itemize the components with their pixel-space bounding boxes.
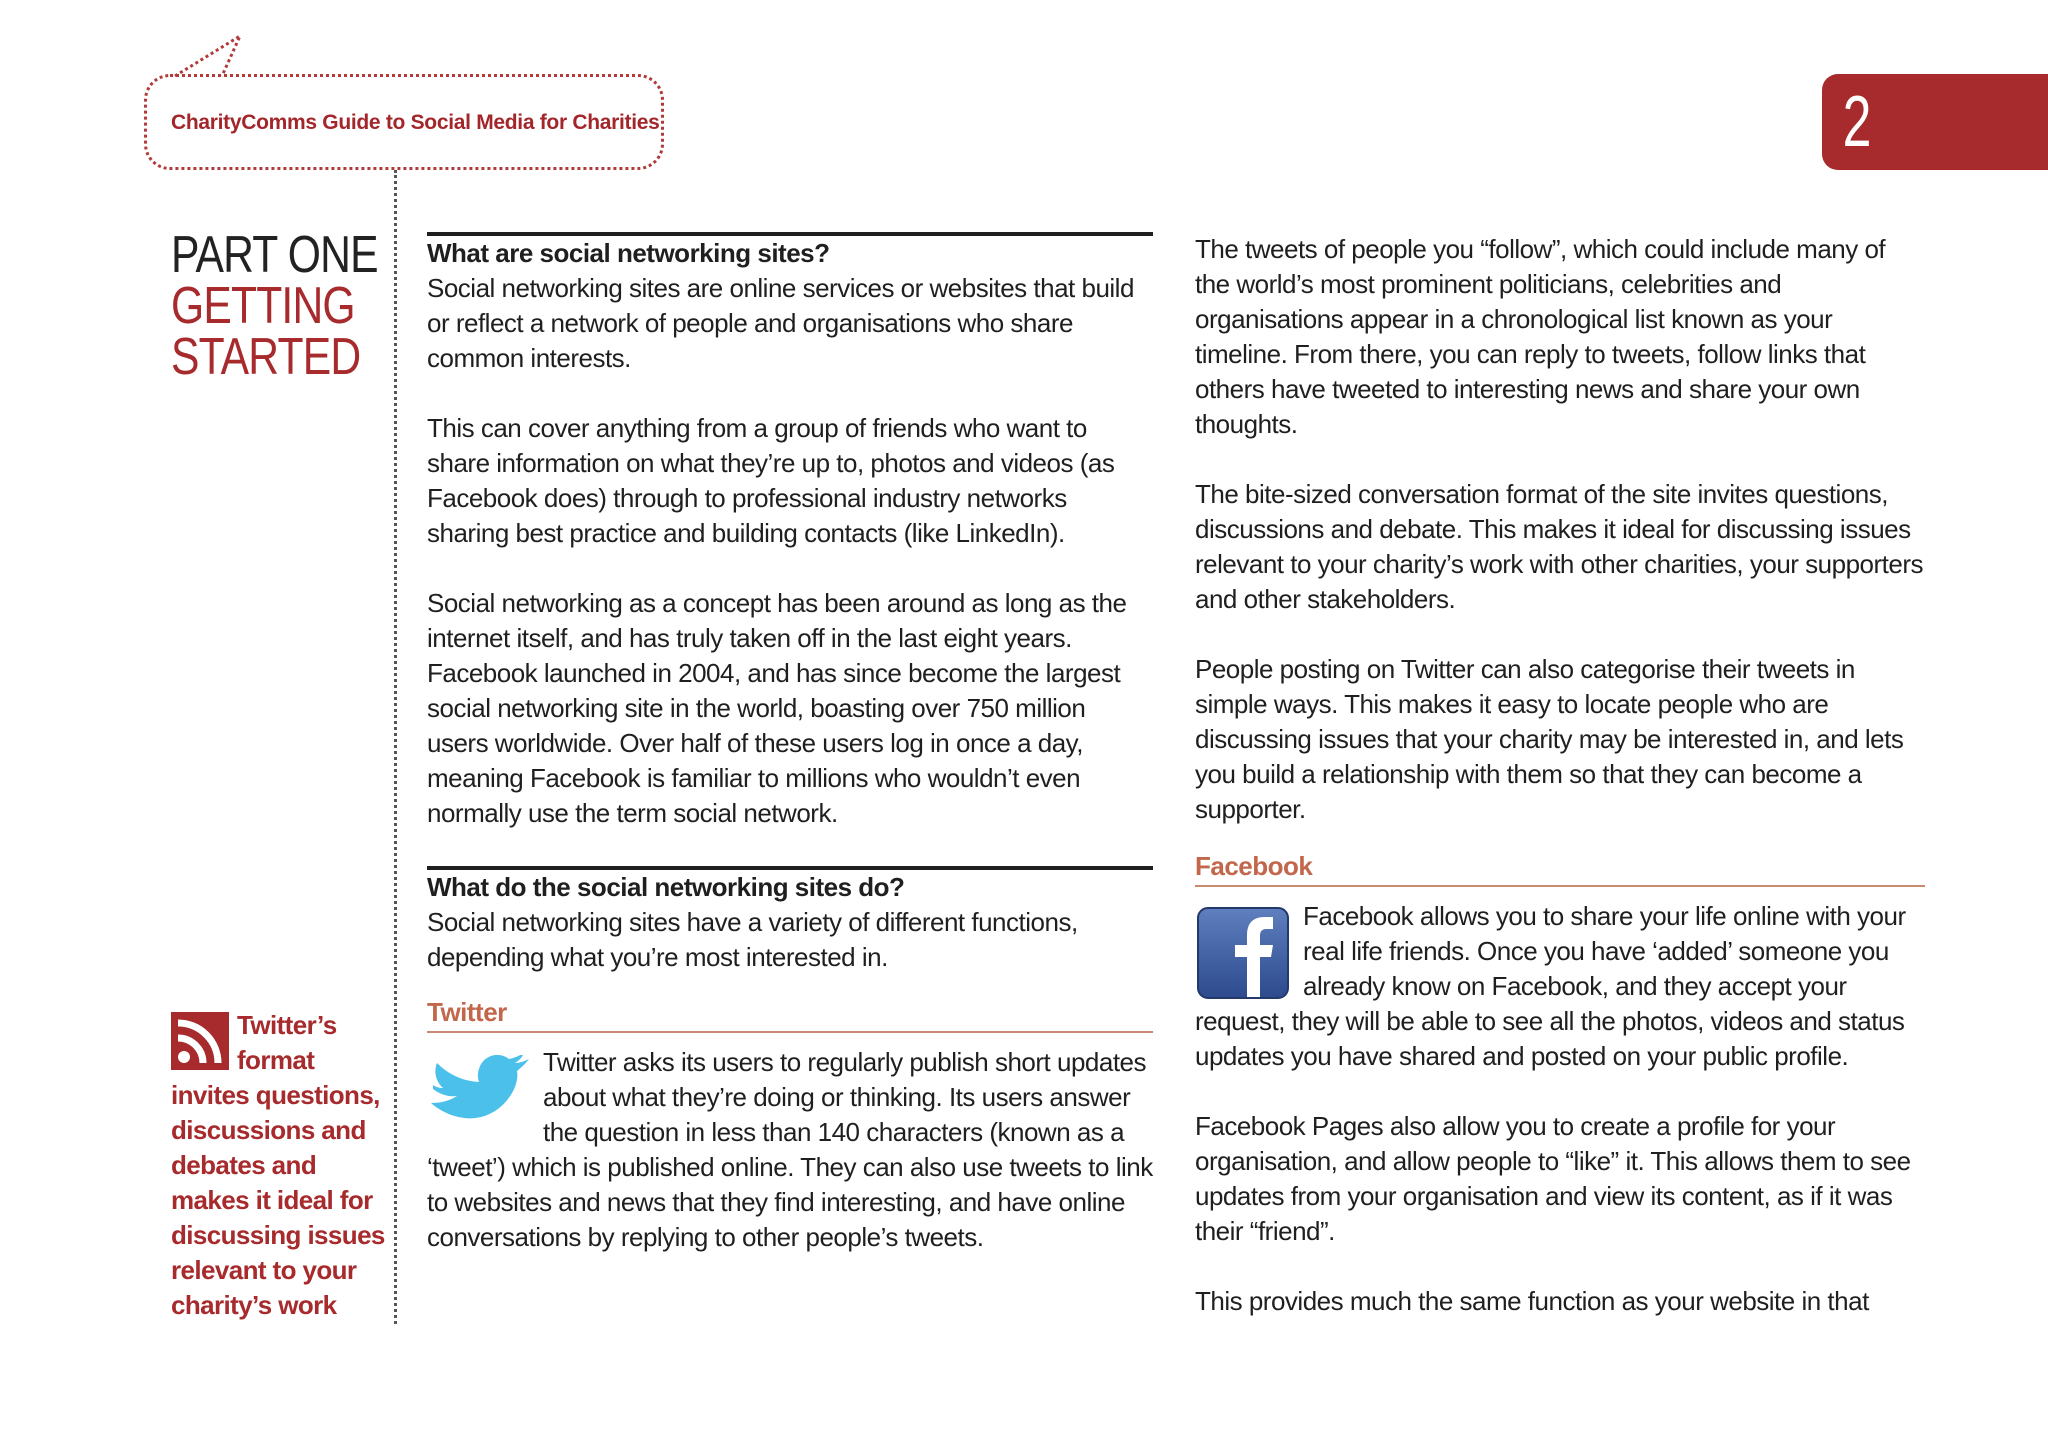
section-title-line3: STARTED (171, 328, 361, 386)
paragraph: Social networking sites have a variety of different functions, depending what you’re most interested in. (427, 907, 1078, 972)
paragraph: Social networking sites are online services or websites that build or reflect a network of people and organisations who share common interests. (427, 273, 1134, 373)
section-title-part: PART ONE (171, 226, 378, 284)
twitter-block (427, 1045, 1153, 1255)
heading-what-do-sites-do: What do the social networking sites do? (427, 872, 905, 902)
paragraph: Facebook Pages also allow you to create a profile for your organisation, and allow people to “like” it. This allows them to see updates from your organisation and view its content, as if it was their “friend”. (1195, 1111, 1911, 1246)
column-left (427, 232, 1153, 1255)
facebook-block (1195, 899, 1925, 1074)
pull-quote (171, 1008, 391, 1323)
paragraph: Social networking as a concept has been around as long as the internet itself, and has truly taken off in the last eight years. Facebook launched in 2004, and has since become the largest social networking site in the world, boasting over 750 million users worldwide. Over half of these users log in once a day, meaning Facebook is familiar to millions who wouldn’t even normally use the term social network. (427, 588, 1127, 828)
column-right (1195, 232, 1925, 1354)
page-number: 2 (1842, 82, 1872, 162)
subheading-facebook: Facebook (1195, 849, 1925, 887)
section-title (171, 226, 378, 386)
facebook-logo-icon (1197, 907, 1289, 999)
heading-what-are-sites: What are social networking sites? (427, 238, 830, 268)
subheading-twitter: Twitter (427, 995, 1153, 1033)
paragraph: This provides much the same function as your website in that (1195, 1286, 1869, 1316)
paragraph: The bite-sized conversation format of the site invites questions, discussions and debate. This makes it ideal for discussing issues relevant to your charity’s work with other charities, your supporters and other stakeholders. (1195, 479, 1924, 614)
facebook-paragraph: Facebook allows you to share your life online with your real life friends. Once you have ‘added’ someone you already know on Facebook, and they accept your request, they will be able to see all the photos, videos and status updates you have shared and posted on your public profile. (1195, 901, 1906, 1071)
paragraph: The tweets of people you “follow”, which could include many of the world’s most prominent politicians, celebrities and organisations appear in a chronological list known as your timeline. From there, you can reply to tweets, follow links that others have tweeted to interesting news and share your own thoughts. (1195, 234, 1886, 439)
paragraph: People posting on Twitter can also categorise their tweets in simple ways. This makes it easy to locate people who are discussing issues that your charity may be interested in, and lets you build a relationship with them so that they can become a supporter. (1195, 654, 1904, 824)
section-title-line2: GETTING (171, 277, 355, 335)
paragraph: This can cover anything from a group of friends who want to share information on what they’re up to, photos and videos (as Facebook does) through to professional industry networks sharing best practice and building contacts (like LinkedIn). (427, 413, 1115, 548)
twitter-bird-icon (427, 1055, 533, 1127)
twitter-paragraph: Twitter asks its users to regularly publish short updates about what they’re doing or thinking. Its users answer the question in less than 140 characters (known as a ‘tweet’) which is published online. They can also use tweets to link to websites and news that they find interesting, and have online conversations by replying to other people’s tweets. (427, 1047, 1153, 1252)
guide-title: CharityComms Guide to Social Media for Charities (171, 111, 660, 134)
rss-icon (171, 1012, 229, 1070)
sidebar-divider (394, 170, 397, 1324)
pull-quote-text: Twitter’s format invites questions, discussions and debates and makes it ideal for discussing issues relevant to your charity’s work (171, 1010, 385, 1320)
